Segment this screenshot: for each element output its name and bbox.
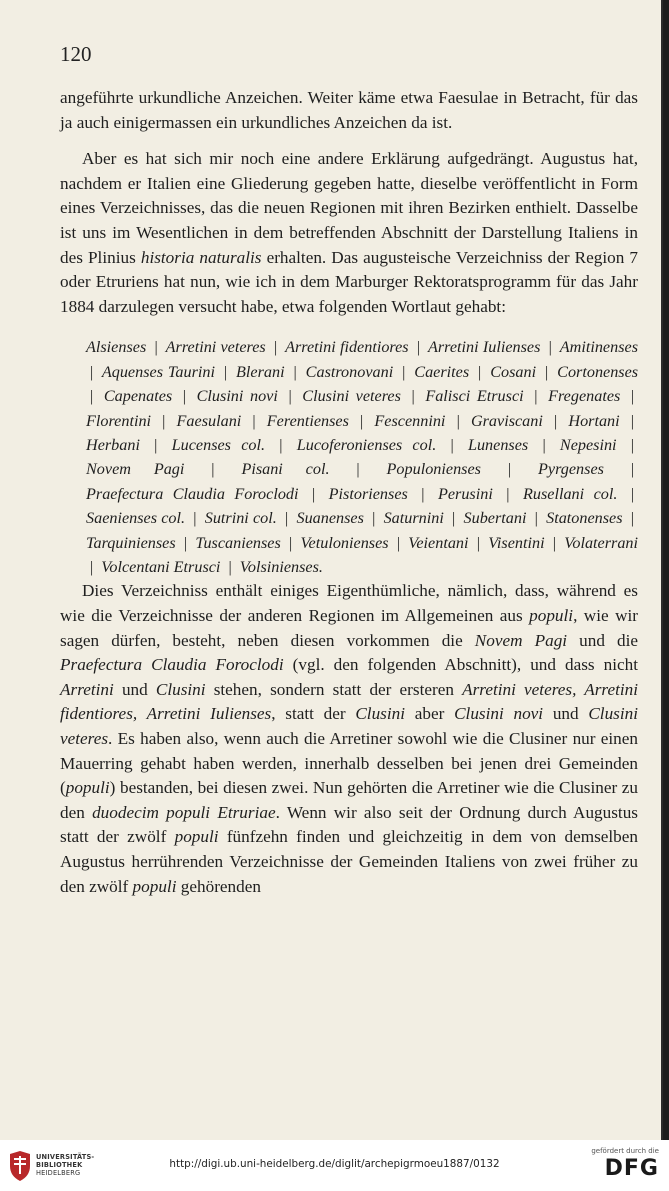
region-list-item: Lunenses <box>467 435 529 454</box>
region-list-item: Novem Pagi <box>86 460 185 479</box>
list-separator: | <box>456 411 460 430</box>
region-list-item: Perusini <box>437 484 493 503</box>
italic-term: Novem Pagi <box>474 630 568 650</box>
text-run: Aber es hat sich mir noch eine andere Erklärung aufgedrängt. Augustus hat, nachdem er Italien eine Gliederung gegeben hatte, dieselbe veröffentlicht in Form eines Verzeichnisses, das die neuen Regionen mit ihren Bezirken enthielt. Dasselbe ist uns im Wesentlichen in dem betreffenden Abschnitt der Darstellung Italiens in des Plinius <box>60 149 638 267</box>
region-list-item: Caerites <box>414 362 470 381</box>
list-separator: | <box>372 509 376 528</box>
list-separator: | <box>630 435 635 454</box>
region-list-item: Cosani <box>490 362 537 381</box>
region-list-item: Amitinenses <box>559 338 638 357</box>
list-separator: | <box>289 533 293 552</box>
dfg-logo: DFG <box>604 1156 659 1181</box>
list-separator: | <box>552 533 557 552</box>
list-separator: | <box>630 411 635 430</box>
region-list-item: Fescennini <box>374 411 446 430</box>
library-name-line: HEIDELBERG <box>36 1169 81 1177</box>
list-separator: | <box>411 387 415 406</box>
list-separator: | <box>630 484 635 503</box>
list-separator: | <box>252 411 256 430</box>
source-url-link[interactable]: http://digi.ub.uni-heidelberg.de/diglit/archepigrmoeu1887/0132 <box>169 1158 500 1170</box>
text-run: Dies Verzeichniss enthält einiges Eigenthümliche, nämlich, dass, während es wie die Verzeichnisse der anderen Regionen im Allgemeinen aus <box>60 581 638 625</box>
region-list-item: Pisani col. <box>241 460 330 479</box>
region-list-item: Clusini veteres <box>302 387 401 406</box>
text-run: . Wenn wir also seit der Ordnung durch Augustus statt der zwölf <box>60 802 638 847</box>
region-list-item: Saturnini <box>383 509 444 528</box>
list-separator: | <box>288 387 292 406</box>
region-list-item: Lucenses col. <box>171 435 266 454</box>
list-separator: | <box>450 435 454 454</box>
text-run: und <box>543 704 589 724</box>
region-list-item: Arretini Iulienses <box>427 338 541 357</box>
region-list-item: Tuscanienses <box>195 533 281 552</box>
list-separator: | <box>630 387 635 406</box>
region-list-item: Subertani <box>463 509 527 528</box>
list-separator: | <box>478 362 482 381</box>
italic-term: populi <box>65 778 110 798</box>
region-list-item: Alsienses <box>86 338 147 357</box>
list-separator: | <box>396 533 401 552</box>
list-separator: | <box>534 387 538 406</box>
list-separator: | <box>90 558 94 576</box>
region-list <box>86 335 638 579</box>
list-separator: | <box>211 460 215 479</box>
region-list-item: Saenienses col. <box>86 509 186 528</box>
region-list-item: Veientani <box>408 533 469 552</box>
list-separator: | <box>630 509 634 528</box>
region-list-item: Praefectura Claudia Foroclodi <box>86 484 299 503</box>
region-list-item: Arretini veteres <box>165 338 266 357</box>
body-text <box>60 86 638 899</box>
italic-term: Arretini <box>60 679 114 699</box>
text-run: , statt der <box>271 704 356 724</box>
region-list-item: Volsinienses. <box>239 558 323 576</box>
region-list-item: Tarquinienses <box>86 533 176 552</box>
italic-title: historia naturalis <box>140 247 262 267</box>
list-separator: | <box>416 338 421 357</box>
text-run: ) bestanden, bei diesen zwei. Nun gehörten die Arretiner wie die Clusiner zu den <box>60 778 638 822</box>
text-run: und die <box>567 630 638 650</box>
paragraph-3 <box>60 579 638 899</box>
library-name-line: BIBLIOTHEK <box>36 1161 83 1169</box>
region-list-item: Aquenses Taurini <box>101 362 215 381</box>
region-list-item: Visentini <box>488 533 545 552</box>
list-separator: | <box>154 435 158 454</box>
paragraph-2 <box>60 147 638 319</box>
text-run: . Es haben also, wenn auch die Arretiner sowohl wie die Clusiner nur einen Mauerring gehabt haben werden, innerhalb desselben bei jenen drei Gemeinden ( <box>60 728 638 798</box>
region-list-item: Faesulani <box>176 411 242 430</box>
italic-term: populi <box>132 876 177 896</box>
region-list-item: Volaterrani <box>564 533 639 552</box>
text-run: fünfzehn finden und gleichzeitig in dem von demselben Augustus herrührenden Verzeichnisse der Gemeinden Italiens von zwei früher zu den zwölf <box>60 827 638 896</box>
list-separator: | <box>356 460 360 479</box>
list-separator: | <box>402 362 406 381</box>
region-list-item: Pyrgenses <box>538 460 604 479</box>
list-separator: | <box>90 362 94 381</box>
italic-term: Clusini veteres <box>60 704 639 748</box>
italic-term: Clusini novi <box>454 704 544 724</box>
italic-term: populi <box>529 606 574 625</box>
italic-term: duodecim populi Etruriae <box>92 802 276 822</box>
region-list-item: Capenates <box>103 387 173 406</box>
text-run: angeführte urkundliche Anzeichen. Weiter käme etwa Faesulae in Betracht, für das ja auch einigermassen ein urkundliches Anzeichen da ist. <box>60 88 638 132</box>
list-separator: | <box>154 338 158 357</box>
region-list-item: Statonenses <box>546 509 623 528</box>
region-list-item: Fregenates <box>548 387 621 406</box>
list-separator: | <box>182 387 187 406</box>
region-list-item: Herbani <box>86 435 140 454</box>
list-separator: | <box>507 460 512 479</box>
list-separator: | <box>542 435 546 454</box>
italic-term: Arretini veteres, Arretini fidentiores, Arretini Iulienses <box>60 679 638 724</box>
list-separator: | <box>228 558 232 576</box>
list-separator: | <box>554 411 558 430</box>
list-separator: | <box>273 338 278 357</box>
region-list-item: Rusellani col. <box>522 484 618 503</box>
region-list-item: Graviscani <box>470 411 543 430</box>
text-run: gehörenden <box>176 876 261 896</box>
region-list-item: Castronovani <box>305 362 394 381</box>
region-list-item: Lucoferonienses col. <box>296 435 437 454</box>
region-list-item: Blerani <box>236 362 285 381</box>
region-list-item: Clusini novi <box>196 387 278 406</box>
list-separator: | <box>279 435 283 454</box>
italic-term: Praefectura Claudia Foroclodi <box>60 655 284 675</box>
region-list-item: Hortani <box>568 411 620 430</box>
list-separator: | <box>360 411 364 430</box>
region-list-item: Populonienses <box>386 460 481 479</box>
region-list-item: Florentini <box>86 411 152 430</box>
region-list-item: Suanenses <box>296 509 364 528</box>
region-list-item: Arretini fidentiores <box>285 338 409 357</box>
list-separator: | <box>293 362 297 381</box>
list-separator: | <box>285 509 289 528</box>
region-list-item: Volcentani Etrusci <box>101 558 221 576</box>
text-run: aber <box>405 704 455 724</box>
list-separator: | <box>223 362 228 381</box>
italic-term: Clusini <box>355 704 406 724</box>
list-separator: | <box>545 362 549 381</box>
page-number: 120 <box>60 42 92 66</box>
region-list-item: Cortonenses <box>557 362 639 381</box>
region-list-item: Sutrini col. <box>204 509 277 528</box>
text-run: (vgl. den folgenden Abschnitt), und dass nicht <box>283 655 638 675</box>
region-list-item: Falisci Etrusci <box>425 387 524 406</box>
list-separator: | <box>534 509 538 528</box>
list-separator: | <box>193 509 197 528</box>
list-separator: | <box>548 338 552 357</box>
list-separator: | <box>630 460 635 479</box>
list-separator: | <box>476 533 480 552</box>
region-list-item: Nepesini <box>559 435 617 454</box>
italic-term: populi <box>174 827 219 847</box>
list-separator: | <box>183 533 188 552</box>
footer-bar <box>0 1140 669 1191</box>
library-name-line: UNIVERSITÄTS- <box>36 1153 95 1161</box>
text-run: und <box>113 679 156 699</box>
list-separator: | <box>311 484 316 503</box>
text-run: , wie wir sagen dürfen, besteht, neben diesen vorkommen die <box>60 606 638 650</box>
region-list-item: Vetulonienses <box>300 533 389 552</box>
list-separator: | <box>162 411 166 430</box>
list-separator: | <box>506 484 510 503</box>
list-separator: | <box>90 387 94 406</box>
paragraph-1 <box>60 86 638 135</box>
text-run: erhalten. Das augusteische Verzeichniss der Region 7 oder Etruriens hat nun, wie ich in dem Marburger Rektoratsprogramm für das Jahr 1884 darzulegen versucht habe, etwa folgenden Wortlaut gehabt: <box>60 247 639 316</box>
region-list-item: Ferentienses <box>266 411 349 430</box>
italic-term: Clusini <box>155 679 206 699</box>
list-separator: | <box>421 484 425 503</box>
funding-note: gefördert durch die <box>591 1147 659 1155</box>
region-list-item: Pistorienses <box>328 484 408 503</box>
list-separator: | <box>452 509 456 528</box>
text-run: stehen, sondern statt der ersteren <box>205 679 463 699</box>
